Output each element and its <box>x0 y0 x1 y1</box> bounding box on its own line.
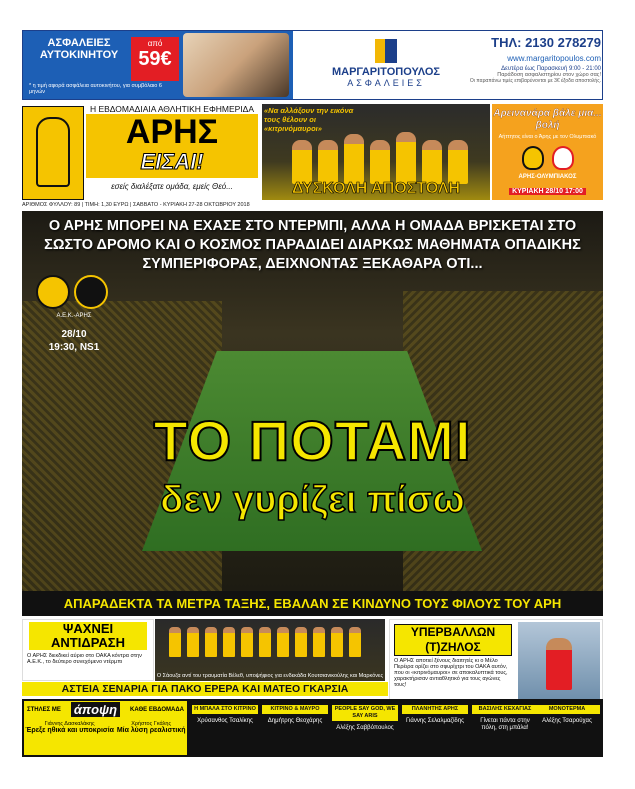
hero-headline: ΤΟ ΠΟΤΑΜΙ <box>153 409 472 472</box>
issue-info: ΑΡΙΘΜΟΣ ΦΥΛΛΟΥ: 89 | ΤΙΜΗ: 1,30 ΕΥΡΩ | ΣΑΒΒΑΤΟ - ΚΥΡΙΑΚΗ 27-28 ΟΚΤΩΒΡΙΟΥ 2018 <box>22 202 250 208</box>
category-label: PEOPLE SAY GOD, WE SAY ARIS <box>332 705 398 721</box>
opinion-items <box>24 721 187 734</box>
column-item <box>25 721 114 734</box>
fixture-logos <box>36 275 112 311</box>
ad-photo <box>183 33 289 97</box>
teaser-basketball <box>262 104 490 200</box>
story2-text: Ο ΑΡΗΣ αποτιεί ξένους διαιτητές κι ο Μέλο Περέιρα ορίζει στο σφυρίχτρι του ΟΑΚΑ αυτόν, που οι «κιτρινόμαυροι» σε αποκαλυπτικά τους, χαρακτήρισαν αντιαθλητικό για τους αγώνες τους! <box>394 658 508 688</box>
story1-headline: ΨΑΧΝΕΙ ΑΝΤΙΔΡΑΣΗ <box>29 622 147 650</box>
story-reaction <box>22 619 154 681</box>
hero-stadium <box>22 211 603 616</box>
ad-brand-logo <box>311 39 461 88</box>
category-item <box>402 705 468 725</box>
category-label: ΠΛΑΝΗΤΗΣ ΑΡΗΣ <box>402 705 468 714</box>
ad-website: www.margaritopoulos.com <box>507 54 601 63</box>
ad-price-badge <box>131 37 179 81</box>
ad-note-2: Οι παραπάνω τιμές επιβαρύνονται με 3€ έξοδα αποστολής. <box>469 78 601 84</box>
teaser2-sub: Αήττητος είναι ο Άρης με τον Ολυμπιακό <box>498 134 597 140</box>
ad-brand-sub: ΑΣΦΑΛΕΙΕΣ <box>347 78 425 88</box>
teaser2-match: ΑΡΗΣ-ΟΛΥΜΠΙΑΚΟΣ <box>518 174 577 180</box>
teaser-kicker: «Να αλλάξουν την εικόνα τους θέλουν οι «κιτρινόμαυροι» <box>264 106 354 133</box>
category-author: Χρύσανθος Τσαλίκης <box>197 718 253 724</box>
story2-headline: ΥΠΕΡΒΑΛΛΩΝ (Τ)ΖΗΛΟΣ <box>394 624 512 656</box>
category-item <box>262 705 328 725</box>
strip-headline: ΑΣΤΕΙΑ ΣΕΝΑΡΙΑ ΓΙΑ ΠΑΚΟ ΕΡΕΡΑ ΚΑΙ ΜΑΤΕΟ ΓΚΑΡΣΙΑ <box>22 682 388 696</box>
hero-headline-2: δεν γυρίζει πίσω <box>160 479 465 521</box>
category-item <box>192 705 258 725</box>
category-author: Αλέξης Τσαρούχας <box>542 718 592 724</box>
ad-title: ΑΣΦΑΛΕΙΕΣ ΑΥΤΟΚΙΝΗΤΟΥ <box>39 37 119 61</box>
ad-phone: ΤΗΛ: 2130 278279 <box>491 35 601 50</box>
column-left-label: ΣΤΗΛΕΣ ΜΕ <box>27 706 61 713</box>
category-item <box>472 705 538 732</box>
column-author: Χρήστος Γκάλης <box>131 721 172 727</box>
insurance-ad <box>22 30 603 100</box>
hero-date: 28/10 <box>61 329 87 340</box>
ad-price: 59€ <box>138 48 172 70</box>
club-badges <box>492 146 603 170</box>
column-item <box>117 721 186 734</box>
teaser-volleyball <box>492 104 603 200</box>
column-title: Έρεξε ηθικά και υποκρισία <box>25 727 114 734</box>
ad-fine-print: * η τιμή αφορά ασφάλεια αυτοκινήτου, για συμβόλαιο 6 μηνών <box>29 83 162 95</box>
column-author: Γιάννης Δασκαλάκης <box>44 721 95 727</box>
opinion-header <box>24 701 187 718</box>
column-title: Μία λύση ρεαλιστική <box>116 727 186 734</box>
column-right-label: ΚΑΘΕ ΕΒΔΟΜΑΔΑ <box>130 706 184 713</box>
aris-crest-icon <box>74 275 108 309</box>
hero-fixture: Α.Ε.Κ.-ΑΡΗΣ <box>56 313 92 319</box>
teaser2-time: ΚΥΡΙΑΚΗ 28/10 17:00 <box>509 188 586 195</box>
ad-price-from: από <box>147 39 163 48</box>
aek-crest-icon <box>36 275 70 309</box>
masthead-logo <box>86 114 258 178</box>
category-label: ΚΙΤΡΙΝΟ & ΜΑΥΡΟ <box>262 705 328 714</box>
hero-time: 19:30, NS1 <box>48 342 100 353</box>
column-logo: άποψη <box>71 702 120 717</box>
hero-deck: Ο ΑΡΗΣ ΜΠΟΡΕΙ ΝΑ ΕΧΑΣΕ ΣΤΟ ΝΤΕΡΜΠΙ, ΑΛΛΑ Η ΟΜΑΔΑ ΒΡΙΣΚΕΤΑΙ ΣΤΟ ΣΩΣΤΟ ΔΡΟΜΟ ΚΑΙ Ο ΚΟΣΜΟΣ ΠΑΡΑΔΙΔΕΙ ΔΙΑΡΚΩΣ ΜΑΘΗΜΑΤΑ ΟΠΑΔΙΚΗΣ ΣΥΜΠΕΡΙΦΟΡΑΣ, ΔΕΙΧΝΟΝΤΑΣ ΞΕΚΑΘΑΡΑ ΟΤΙ... <box>44 218 581 272</box>
category-item <box>534 705 600 725</box>
category-item <box>332 705 398 732</box>
opinion-column <box>24 701 187 755</box>
ad-note: Παράδοση ασφαλιστηρίου στον χώρο σας! <box>497 72 601 78</box>
story1-text: Ο ΑΡΗΣ διεκδικεί αύριο στο ΟΑΚΑ κόντρα στην Α.Ε.Κ., το δεύτερο συνεχόμενο ντέρμπι <box>27 653 142 665</box>
masthead-subtitle: ΕΙΣΑΙ! <box>140 149 204 174</box>
story-referee <box>389 619 603 707</box>
story1-caption: Ο Σάουζα αντί του τραυματία Βέλεθ, υποψήφιος για ενδεκάδα Κουτσιανικούλης και Μαρκόνες <box>156 673 384 679</box>
ares-statue-icon <box>22 106 84 200</box>
category-label: Η ΜΠΑΛΑ ΣΤΟ ΚΙΤΡΙΝΟ <box>192 705 258 714</box>
olympiacos-crest-icon <box>552 146 574 170</box>
masthead-title: ΑΡΗΣ <box>125 113 219 151</box>
category-author: Γιάννης Σελαλμαζίδης <box>406 718 464 724</box>
aris-crest-icon <box>522 146 544 170</box>
ad-brand: ΜΑΡΓΑΡΙΤΟΠΟΥΛΟΣ <box>331 66 440 78</box>
hero-footer: ΑΠΑΡΑΔΕΚΤΑ ΤΑ ΜΕΤΡΑ ΤΑΞΗΣ, ΕΒΑΛΑΝ ΣΕ ΚΙΝΔΥΝΟ ΤΟΥΣ ΦΙΛΟΥΣ ΤΟΥ ΑΡΗ <box>22 591 603 616</box>
category-label: ΒΑΣΙΛΗΣ ΚΕΧΑΓΙΑΣ <box>472 705 538 714</box>
ad-hours: Δευτέρα έως Παρασκευή 9:00 - 21:00 <box>501 66 601 72</box>
category-label: ΜΟΝΟΤΕΡΜΑ <box>534 705 600 714</box>
teaser2-headline: Αρεινανάρα βάλε μια... βολή <box>493 108 602 131</box>
team-photo <box>155 619 385 681</box>
category-author: Δημήτρης Θεοχάρης <box>267 718 323 724</box>
masthead-tagline: Η ΕΒΔΟΜΑΔΙΑΙΑ ΑΘΛΗΤΙΚΗ ΕΦΗΜΕΡΙΔΑ <box>89 104 255 114</box>
masthead-slogan: εσείς διαλέξατε ομάδα, εμείς Θεό... <box>111 182 233 191</box>
ad-contact <box>469 35 601 84</box>
ad-left-panel <box>23 31 293 99</box>
category-author: Αλέξης Σαββόπουλος <box>336 725 394 731</box>
masthead <box>22 104 258 200</box>
teaser-headline: ΔΥΣΚΟΛΗ ΑΠΟΣΤΟΛΗ <box>291 180 461 197</box>
brand-mark-icon <box>375 39 397 63</box>
referee-photo <box>518 622 600 706</box>
columns-bar <box>22 699 603 757</box>
category-author: Γίνεται πάντα στην πόλη, στη μπάλα! <box>480 718 530 731</box>
